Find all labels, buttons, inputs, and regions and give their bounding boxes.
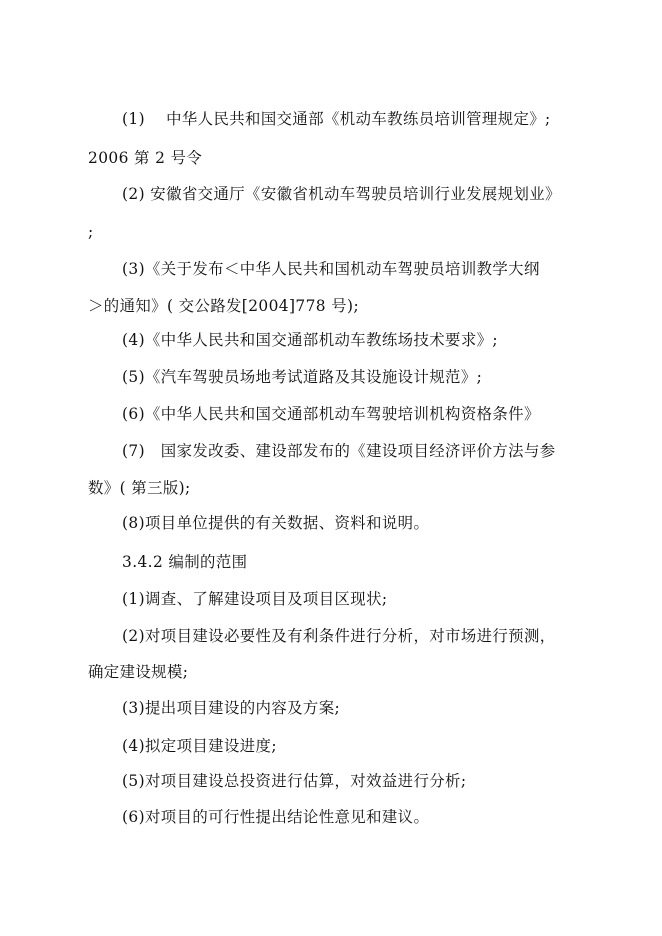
text-line: (8)项目单位提供的有关数据、资料和说明。	[122, 514, 430, 532]
text-line: (7) 国家发改委、建设部发布的《建设项目经济评价方法与参	[122, 442, 556, 460]
text-line: 数》( 第三版);	[88, 479, 191, 497]
section-heading: 3.4.2 编制的范围	[122, 553, 248, 571]
text-line: (2)对项目建设必要性及有利条件进行分析，对市场进行预测，	[122, 627, 556, 645]
text-line: (1) 中华人民共和国交通部《机动车教练员培训管理规定》;	[122, 110, 551, 128]
text-line: (6)对项目的可行性提出结论性意见和建议。	[122, 808, 430, 826]
text-line: (5)《汽车驾驶员场地考试道路及其设施设计规范》;	[122, 368, 483, 386]
text-line: (5)对项目建设总投资进行估算，对效益进行分析;	[122, 772, 467, 790]
text-line: (3)《关于发布＜中华人民共和国机动车驾驶员培训教学大纲	[122, 260, 540, 278]
text-line: (1)调查、了解建设项目及项目区现状;	[122, 590, 388, 608]
text-line: (4)拟定项目建设进度;	[122, 737, 277, 755]
text-line: 2006 第 2 号令	[88, 149, 203, 167]
text-line: 确定建设规模;	[88, 663, 189, 681]
text-line: (6)《中华人民共和国交通部机动车驾驶培训机构资格条件》	[122, 405, 540, 423]
text-line: (3)提出项目建设的内容及方案;	[122, 699, 341, 717]
text-line: (2) 安徽省交通厅《安徽省机动车驾驶员培训行业发展规划业》	[122, 185, 561, 203]
text-line: ;	[88, 223, 94, 241]
text-line: (4)《中华人民共和国交通部机动车教练场技术要求》;	[122, 331, 498, 349]
text-line: ＞的通知》( 交公路发[2004]778 号);	[88, 297, 360, 315]
